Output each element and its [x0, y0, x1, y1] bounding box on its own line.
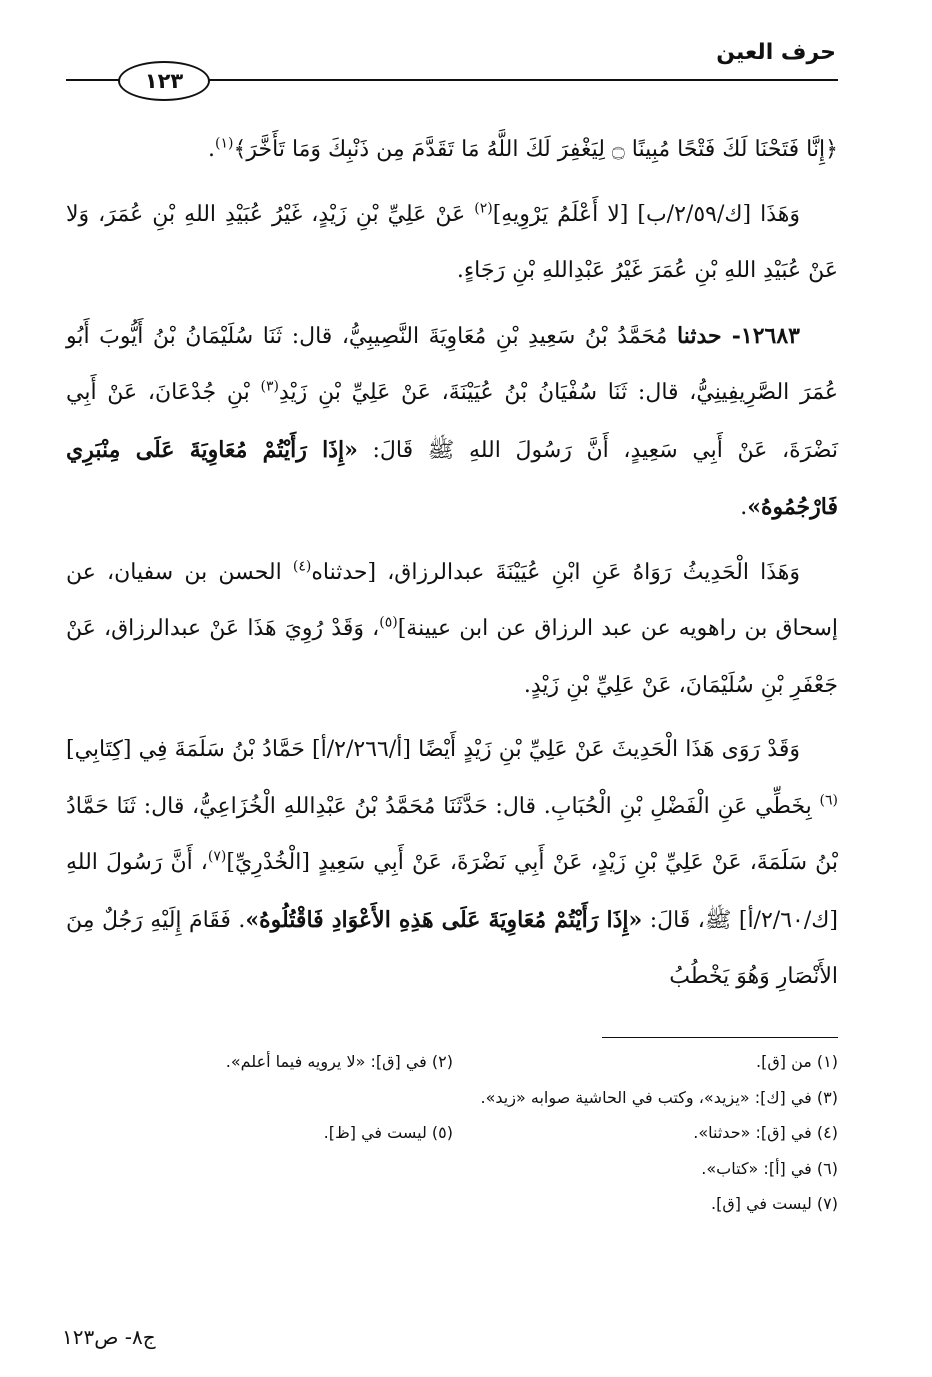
footnote-row — [66, 1052, 838, 1088]
p5-text-a: وَقَدْ رَوَى هَذَا الْحَدِيثَ عَنْ عَلِيِّ بْنِ زَيْدٍ أَيْضًا [أ/٢/٢٦٦/أ] حَمَّادُ بْنُ سَلَمَةَ فِي [كِتَابِي] — [66, 737, 800, 762]
footnote-ref-5: (٥) — [379, 614, 398, 631]
volume-page-reference: ج٨- ص١٢٣ — [62, 1325, 156, 1349]
footnote-row — [66, 1088, 838, 1124]
paragraph-2 — [66, 187, 838, 300]
footnote-ref-4: (٤) — [292, 558, 312, 575]
quran-verse: ﴿إِنَّا فَتَحْنَا لَكَ فَتْحًا مُبِينًا ۝ لِيَغْفِرَ لَكَ اللَّهُ مَا تَقَدَّمَ مِن ذَنْبِكَ وَمَا تَأَخَّرَ﴾ — [233, 137, 838, 162]
main-text — [66, 122, 838, 1014]
p4-text-c: ، وَقَدْ رُوِيَ هَذَا عَنْ عبدالرزاق، عَنْ جَعْفَرِ بْنِ سُلَيْمَانَ، عَنْ عَلِيِّ بْنِ زَيْدٍ. — [66, 616, 838, 698]
verse-end: . — [208, 137, 216, 162]
p2-text-a: وَهَذَا [ك/٢/٥٩/ب] [لا أَعْلَمُ يَرْوِيهِ] — [492, 201, 801, 227]
footnote-ref-2: (٢) — [474, 200, 493, 217]
footnote-2: (٢) في [ق]: «لا يرويه فيما أعلم». — [225, 1052, 453, 1071]
footnote-ref-7: (٧) — [207, 848, 227, 865]
footnote-row — [66, 1194, 838, 1230]
footnote-ref-6: (٦) — [819, 792, 838, 809]
footnote-ref-1: (١) — [215, 135, 234, 152]
p4-text-b: الحسن بن سفيان، عن إسحاق بن راهويه عن عبد الرزاق عن ابن عيينة] — [66, 559, 838, 641]
paragraph-quran-verse — [66, 122, 838, 179]
hadith-number-lead: ١٢٦٨٣- حدثنا — [676, 322, 800, 349]
p4-text-a: وَهَذَا الْحَدِيثُ رَوَاهُ عَنِ ابْنِ عُيَيْنَةَ عبدالرزاق، [حدثناه — [311, 559, 800, 585]
footnote-4: (٤) في [ق]: «حدثنا». — [693, 1123, 838, 1142]
hadith-matn-2: «إِذَا رَأَيْتُمْ مُعَاوِيَةَ عَلَى هَذِهِ الأَعْوَادِ فَاقْتُلُوهُ» — [245, 906, 643, 933]
footnote-6: (٦) في [أ]: «كتاب». — [701, 1158, 838, 1178]
paragraph-5 — [66, 722, 838, 1006]
footnote-row — [66, 1159, 838, 1195]
footnote-7: (٧) ليست في [ق]. — [711, 1194, 838, 1213]
page-number-badge — [118, 61, 210, 101]
footnote-1: (١) من [ق]. — [756, 1052, 838, 1071]
p5-text-b: بِخَطِّي عَنِ الْفَضْلِ بْنِ الْحُبَابِ. قال: حَدَّثَنَا مُحَمَّدُ بْنُ عَبْدِاللهِ الْخُزَاعِيُّ، قال: ثَنَا حَمَّادُ بْنُ سَلَمَةَ، عَنْ عَلِيِّ بْنِ زَيْدٍ، عَنْ أَبِي نَضْرَةَ، عَنْ أَبِي سَعِيدٍ [الْخُدْرِيِّ] — [66, 793, 838, 875]
p5-text-d: . فَقَامَ إِلَيْهِ رَجُلٌ مِنَ الأَنْصَارِ وَهُوَ يَخْطُبُ — [66, 907, 838, 989]
footnote-5: (٥) ليست في [ظ]. — [323, 1123, 453, 1142]
p2-text-b: عَنْ عَلِيِّ بْنِ زَيْدٍ، غَيْرُ عُبَيْدِ اللهِ بْنِ عُمَرَ، وَلا عَنْ عُبَيْدِ اللهِ بْنِ عُمَرَ غَيْرُ عَبْدِاللهِ بْنِ رَجَاءٍ. — [66, 201, 838, 283]
chapter-title: حرف العين — [716, 40, 836, 65]
footnote-3: (٣) في [ك]: «يزيد»، وكتب في الحاشية صوابه «زيد». — [480, 1087, 838, 1107]
footnote-row — [66, 1123, 838, 1159]
footnotes — [66, 1052, 838, 1230]
p3-text-b: بْنِ جُدْعَانَ، عَنْ أَبِي نَضْرَةَ، عَنْ أَبِي سَعِيدٍ، أَنَّ رَسُولَ اللهِ ﷺ قَالَ: — [66, 380, 839, 463]
paragraph-hadith-12683 — [66, 308, 838, 537]
footnote-ref-3: (٣) — [260, 378, 279, 395]
p3-end: . — [740, 495, 748, 520]
paragraph-4 — [66, 545, 838, 715]
p5-text-c: ، أَنَّ رَسُولَ اللهِ [ك/٢/٦٠/أ] ﷺ، قَالَ: — [66, 850, 838, 933]
p3-text-a: مُحَمَّدُ بْنُ سَعِيدِ بْنِ مُعَاوِيَةَ النَّصِيبِيُّ، قال: ثَنَا سُلَيْمَانُ بْنُ أَيُّوبَ أَبُو عُمَرَ الصَّرِيفِينِيُّ، قال: ثَنَا سُفْيَانُ بْنُ عُيَيْنَةَ، عَنْ عَلِيِّ بْنِ زَيْدِ — [66, 323, 838, 405]
footnote-separator — [602, 1037, 838, 1038]
hadith-matn-1: «إِذَا رَأَيْتُمْ مُعَاوِيَةَ عَلَى مِنْبَرِي فَارْجُمُوهُ» — [66, 436, 838, 520]
page-number: ١٢٣ — [144, 69, 184, 93]
